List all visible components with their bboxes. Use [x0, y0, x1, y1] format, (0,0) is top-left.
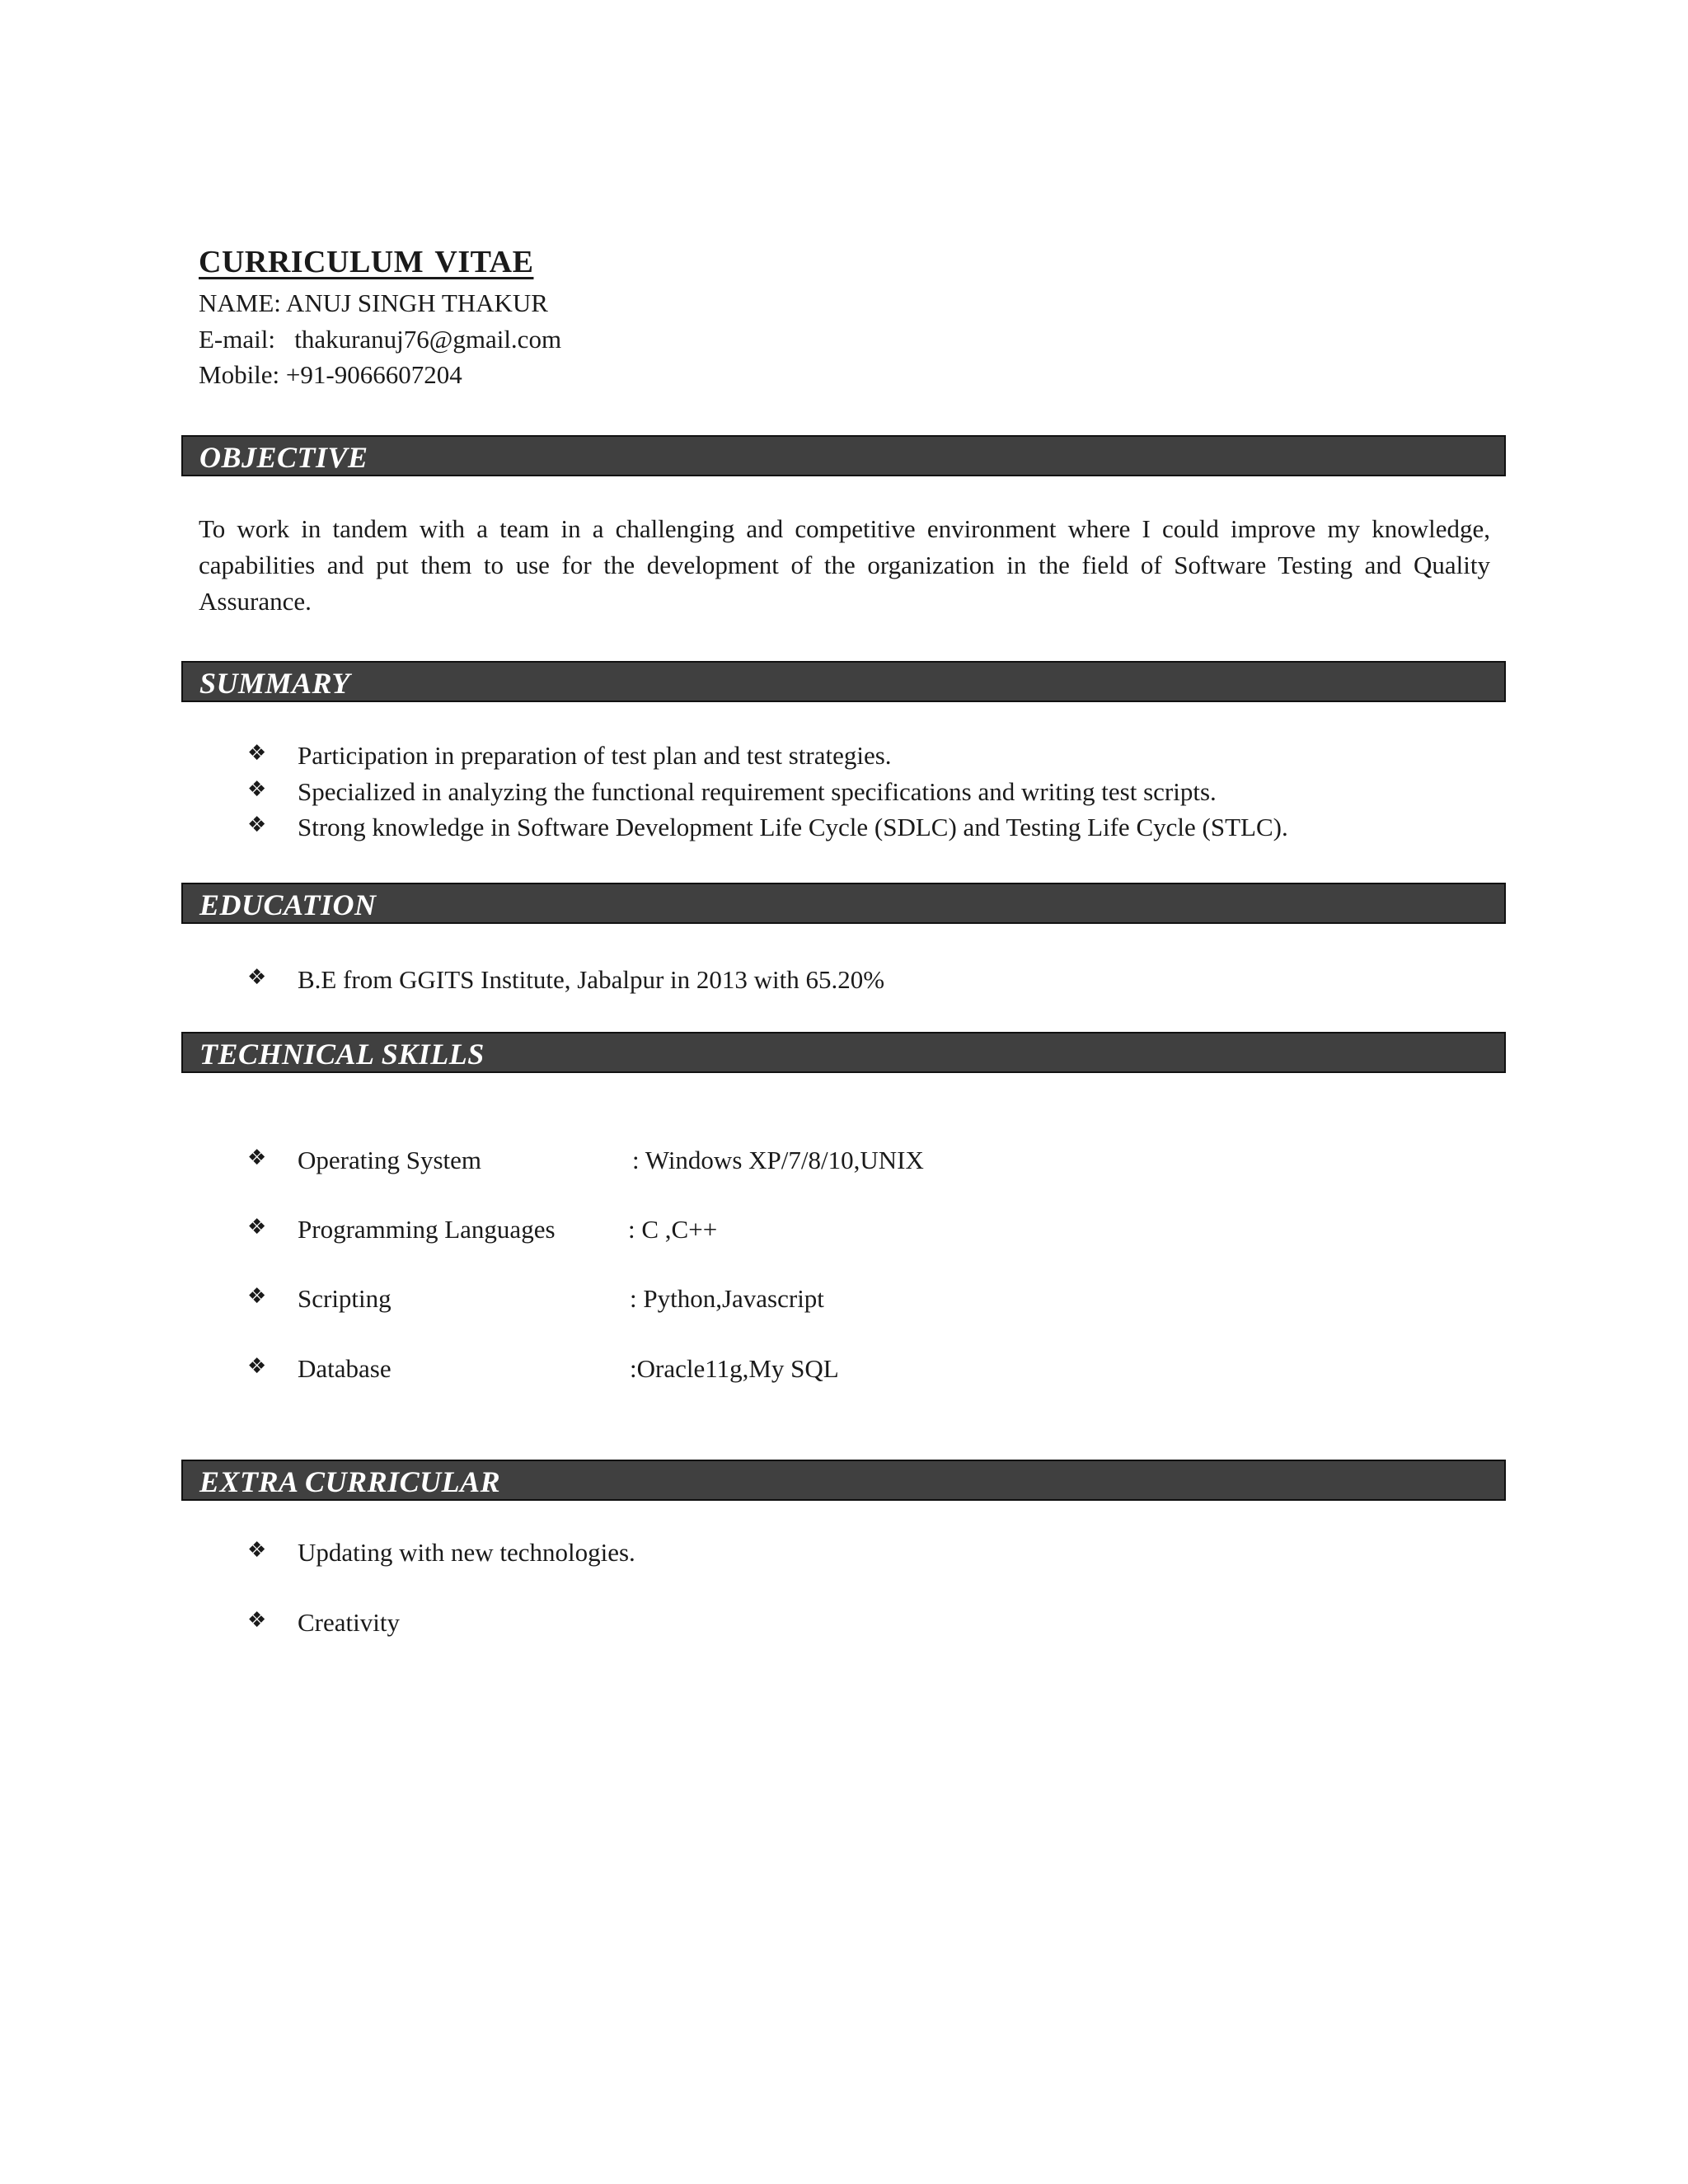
section-title: OBJECTIVE — [199, 441, 368, 474]
section-header-summary — [181, 661, 1506, 702]
summary-item: Specialized in analyzing the functional requirement specifications and writing test scripts. — [298, 777, 1217, 806]
section-header-extra-curricular — [181, 1460, 1506, 1501]
skill-value: : Python,Javascript — [630, 1284, 824, 1313]
section-header-education — [181, 883, 1506, 924]
extra-curricular-item: Updating with new technologies. — [298, 1538, 635, 1567]
diamond-bullet-icon: ❖ — [247, 777, 267, 802]
diamond-bullet-icon: ❖ — [247, 965, 267, 990]
diamond-bullet-icon: ❖ — [247, 1354, 267, 1379]
skill-label: Scripting — [298, 1284, 392, 1313]
section-header-technical-skills — [181, 1032, 1506, 1073]
name-line: NAME: ANUJ SINGH THAKUR — [199, 288, 548, 317]
skill-value: : C ,C++ — [628, 1215, 718, 1244]
skill-label: Operating System — [298, 1146, 481, 1174]
objective-text: To work in tandem with a team in a challenging and competitive environment where I could improve my knowledge, capabilities and put them to use for the development of the organization in the field of Software Testing and Quality Assurance. — [199, 514, 1490, 616]
diamond-bullet-icon: ❖ — [247, 1608, 267, 1633]
skill-label: Database — [298, 1354, 392, 1383]
skill-value: :Oracle11g,My SQL — [630, 1354, 839, 1383]
education-item: B.E from GGITS Institute, Jabalpur in 2013 with 65.20% — [298, 965, 885, 994]
document-title: CURRICULUM VITAE — [199, 245, 534, 279]
section-title: SUMMARY — [199, 667, 350, 700]
diamond-bullet-icon: ❖ — [247, 813, 267, 837]
skill-value: : Windows XP/7/8/10,UNIX — [632, 1146, 924, 1174]
section-title: EXTRA CURRICULAR — [199, 1465, 501, 1498]
summary-item: Strong knowledge in Software Development Life Cycle (SDLC) and Testing Life Cycle (STLC). — [298, 813, 1288, 841]
diamond-bullet-icon: ❖ — [247, 1284, 267, 1309]
diamond-bullet-icon: ❖ — [247, 741, 267, 766]
section-title: EDUCATION — [199, 888, 377, 921]
email-line: E-mail: thakuranuj76@gmail.com — [199, 325, 562, 354]
diamond-bullet-icon: ❖ — [247, 1215, 267, 1240]
summary-item: Participation in preparation of test plan and test strategies. — [298, 741, 892, 770]
extra-curricular-item: Creativity — [298, 1608, 400, 1637]
diamond-bullet-icon: ❖ — [247, 1146, 267, 1170]
skill-label: Programming Languages — [298, 1215, 556, 1244]
mobile-line: Mobile: +91-9066607204 — [199, 360, 462, 389]
section-title: TECHNICAL SKILLS — [199, 1038, 485, 1071]
diamond-bullet-icon: ❖ — [247, 1538, 267, 1563]
section-header-objective — [181, 435, 1506, 476]
